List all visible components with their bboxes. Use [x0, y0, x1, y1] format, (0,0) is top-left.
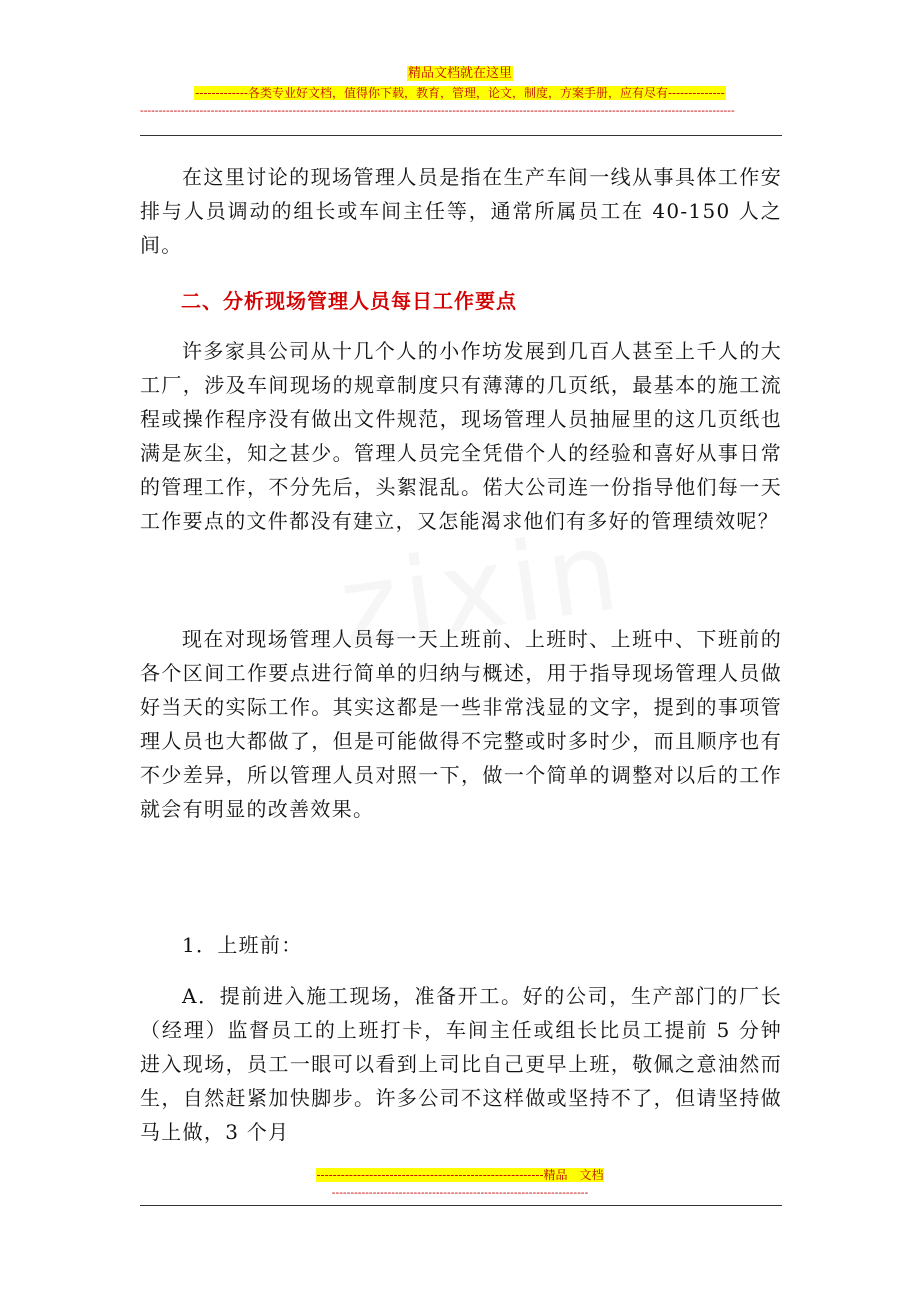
- header-subtitle: [0, 85, 920, 101]
- section-heading: 二、分析现场管理人员每日工作要点: [181, 289, 517, 313]
- footer-label: [0, 1168, 920, 1183]
- list-item-1: 1．上班前：: [182, 933, 303, 957]
- header-dash-line: ----------------------------------------------------------------------------------------------------------------------------------------------------------------: [140, 104, 735, 117]
- header-title: [0, 66, 920, 82]
- body-paragraph-2: 现在对现场管理人员每一天上班前、上班时、上班中、下班前的各个区间工作要点进行简单的归纳与概述，用于指导现场管理人员做好当天的实际工作。其实这都是一些非常浅显的文字，提到的事项管理人员也大都做了，但是可能做得不完整或时多时少，而且顺序也有不少差异，所以管理人员对照一下，做一个简单的调整对以后的工作就会有明显的改善效果。: [140, 627, 782, 821]
- body-paragraph-3: A．提前进入施工现场，准备开工。好的公司，生产部门的厂长（经理）监督员工的上班打卡，车间主任或组长比员工提前 5 分钟进入现场，员工一眼可以看到上司比自己更早上班，敬佩之意油然而生，自然赶紧加快脚步。许多公司不这样做或坚持不了，但请坚持做马上做，3 个月: [140, 984, 782, 1144]
- header-rule: [140, 135, 782, 136]
- header-title-text: 精品文档就在这里: [407, 66, 512, 81]
- footer-dash-line: ---------------------------------------------------------------------: [331, 1186, 589, 1199]
- footer-rule: [140, 1205, 782, 1206]
- body-paragraph-1: 许多家具公司从十几个人的小作坊发展到几百人甚至上千人的大工厂，涉及车间现场的规章制度只有薄薄的几页纸，最基本的施工流程或操作程序没有做出文件规范，现场管理人员抽屉里的这几页纸也满是灰尘，知之甚少。管理人员完全凭借个人的经验和喜好从事日常的管理工作，不分先后，头絮混乱。偌大公司连一份指导他们每一天工作要点的文件都没有建立，又怎能渴求他们有多好的管理绩效呢？: [140, 339, 782, 533]
- footer-label-text: --------------------------------------------------------精品 文档: [316, 1168, 604, 1182]
- header-subtitle-text: -------------各类专业好文档，值得你下载，教育，管理，论文，制度，方案手册，应有尽有--------------: [195, 86, 725, 100]
- intro-paragraph: 在这里讨论的现场管理人员是指在生产车间一线从事具体工作安排与人员调动的组长或车间主任等，通常所属员工在 40-150 人之间。: [140, 165, 782, 257]
